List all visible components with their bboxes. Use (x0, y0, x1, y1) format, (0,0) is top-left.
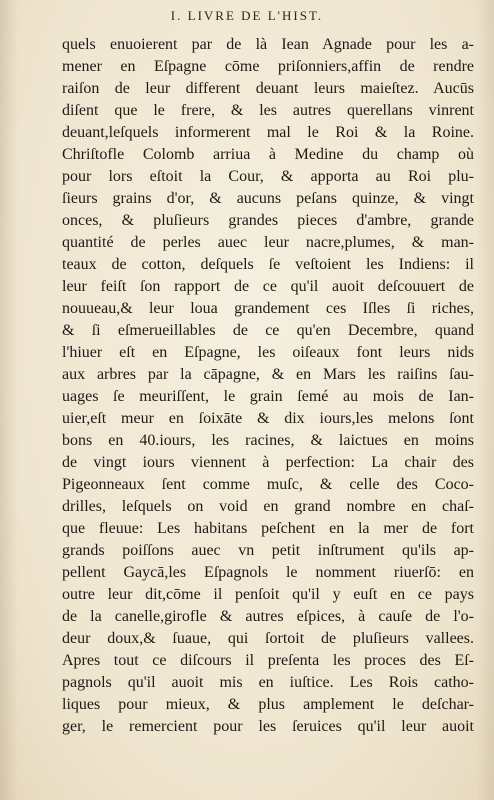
body-text (62, 34, 474, 738)
text-line: bons en 40.iours, les racines, & laictues en moins (62, 432, 474, 449)
text-line: l'hiuer eſt en Eſpagne, les oiſeaux font leurs nids (62, 344, 474, 361)
text-line: deur doux,& ſuaue, qui ſortoit de pluſieurs vallees. (62, 630, 474, 647)
text-line: diſent que le frere, & les autres querellans vinrent (62, 102, 474, 119)
running-head: I. LIVRE DE L'HIST. (170, 8, 324, 23)
text-line: de vingt iours viennent à perfection: La chair des (62, 454, 474, 471)
text-line: teaux de cotton, deſquels ſe veſtoient les Indiens: il (62, 256, 474, 273)
text-line: uier,eſt meur en ſoixāte & dix iours,les melons ſont (62, 410, 474, 427)
text-line: ſieurs grains d'or, & aucuns peſans quinze, & vingt (62, 190, 474, 207)
text-line: Pigeonneaux ſent comme muſc, & celle des Coco- (62, 476, 474, 493)
text-line: outre leur dit,cōme il penſoit qu'il y euſt en ce pays (62, 586, 474, 603)
text-line: grands poiſſons auec vn petit inſtrument qu'ils ap- (62, 542, 474, 559)
text-line: mener en Eſpagne cōme priſonniers,affin de rendre (62, 58, 474, 75)
text-line: raiſon de leur different deuant leurs maieſtez. Aucūs (62, 80, 474, 97)
text-line: ger, le remercient pour les ſeruices qu'il leur auoit (62, 718, 474, 735)
text-line: pagnols qu'il auoit mis en iuſtice. Les Rois catho- (62, 674, 474, 691)
text-line: Chriſtofle Colomb arriua à Medine du champ où (62, 146, 474, 163)
text-line: quantité de perles auec leur nacre,plumes, & man- (62, 234, 474, 251)
text-line: leur feiſt ſon rapport de ce qu'il auoit deſcouuert de (62, 278, 474, 295)
text-line: nouueau,& leur loua grandement ces Iſles ſi riches, (62, 300, 474, 317)
text-line: que fleuue: Les habitans peſchent en la mer de fort (62, 520, 474, 537)
text-line: drilles, leſquels on void en grand nombre en chaſ- (62, 498, 474, 515)
text-line: & ſi eſmerueillables de ce qu'en Decembre, quand (62, 322, 474, 339)
text-line: Apres tout ce diſcours il preſenta les proces des Eſ- (62, 652, 474, 669)
text-line: liques pour mieux, & plus amplement le deſchar- (62, 696, 474, 713)
text-line: pour lors eſtoit la Cour, & apporta au Roi plu- (62, 168, 474, 185)
text-line: onces, & pluſieurs grandes pieces d'ambre, grande (62, 212, 474, 229)
text-line: uages ſe meuriſſent, le grain ſemé au mois de Ian- (62, 388, 474, 405)
text-line: deuant,leſquels informerent mal le Roi & la Roine. (62, 124, 474, 141)
text-line: pellent Gaycā,les Eſpagnols le nomment riuerſō: en (62, 564, 474, 581)
text-line: aux arbres par la cāpagne, & en Mars les raiſins ſau- (62, 366, 474, 383)
text-line: de la canelle,girofle & autres eſpices, à cauſe de l'o- (62, 608, 474, 625)
text-line: quels enuoierent par de là Iean Agnade pour les a- (62, 36, 474, 53)
page-gutter-shadow (0, 0, 18, 800)
page-edge-shadow (476, 0, 494, 800)
